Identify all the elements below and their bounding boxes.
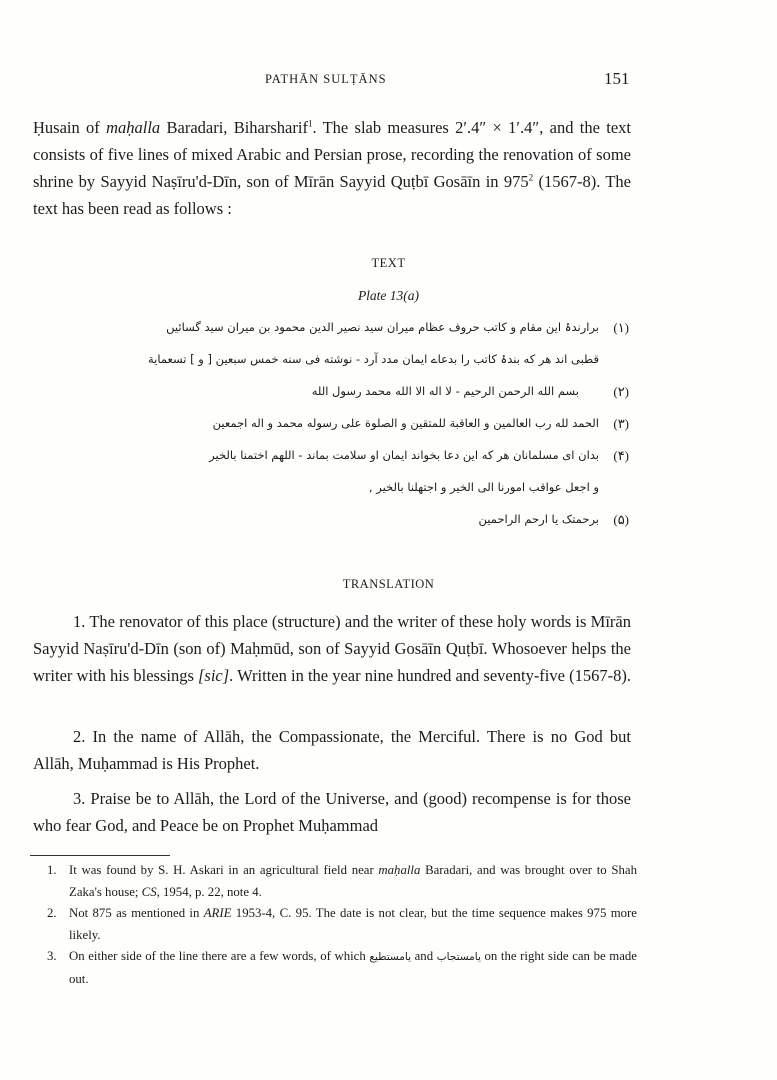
line-number: (۱)	[613, 320, 629, 335]
translation-paragraph-2: 2. In the name of Allāh, the Compassionate, the Merciful. There is no God but Allāh, Muḥammad is His Prophet.	[33, 727, 631, 773]
arabic-line: (۴) بدان ای مسلمانان هر که این دعا بخواند ایمان او سلامت بماند - اللهم اختمنا بالخیر	[209, 448, 629, 463]
translation-paragraph-3: 3. Praise be to Allāh, the Lord of the Universe, and (good) recompense is for those who fear God, and Peace be on Prophet Muḥammad	[33, 789, 631, 835]
translation-heading: TRANSLATION	[342, 577, 435, 591]
line-number: (۵)	[613, 512, 629, 527]
text-heading: TEXT	[371, 256, 406, 270]
arabic-line: قطبی اند هر که بندۂ کاتب را بدعاے ایمان مدد آرد - نوشته فی سنه خمس سبعین [ و ] تسعمایة	[147, 352, 599, 366]
arabic-line: و اجعل عواقب امورنا الی الخیر و اجتهلنا بالخیر ,	[368, 480, 599, 494]
footnote-2: 2. Not 875 as mentioned in ARIE 1953-4, C. 95. The date is not clear, but the time sequence makes 975 more likely.	[47, 906, 637, 942]
page-number: 151	[604, 69, 630, 88]
footnote-3: 3. On either side of the line there are a few words, of which یامستطیع and یامستجاب on the right side can be made out.	[47, 949, 637, 986]
translation-paragraph-1: 1. The renovator of this place (structure) and the writer of these holy words is Mīrān Sayyid Naṣīru'd-Dīn (son of) Maḥmūd, son of Sayyid Gosāīn Quṭbī. Whosoever helps the writer with his blessings [sic]. Written in the year nine hundred and seventy-five (1567-8).	[33, 612, 631, 685]
arabic-line: (۱) برارندۂ این مقام و کاتب حروف عظام میران سید نصیر الدین محمود بن میران سید گسائیں	[166, 320, 629, 335]
intro-paragraph: Ḥusain of maḥalla Baradari, Biharsharif$^1$. The slab measures 2′.4″ × 1′.4″, and the text consists of five lines of mixed Arabic and Persian prose, recording the renovation of some shrine by Sayyid Naṣīru'd-Dīn, son of Mīrān Sayyid Quṭbī Gosāīn in $975^2$ (1567-8). The text has been read as follows :	[33, 118, 631, 218]
line-number: (۲)	[613, 384, 629, 399]
arabic-line: (۳) الحمد لله رب العالمین و العاقبة للمتقین و الصلوة علی رسوله محمد و اله اجمعین	[212, 416, 629, 431]
arabic-text-block	[35, 316, 629, 540]
running-title: PATHĀN SULṬĀNS	[265, 72, 387, 86]
arabic-line: (۲) بسم الله الرحمن الرحیم - لا اله الا الله محمد رسول الله	[311, 384, 629, 399]
footnote-1: 1. It was found by S. H. Askari in an agricultural field near maḥalla Baradari, and was brought over to Shah Zaka's house; CS, 1954, p. 22, note 4.	[47, 863, 637, 899]
arabic-line: (۵) برحمتک یا ارحم الراحمین	[478, 512, 629, 527]
footnote-divider	[30, 855, 170, 856]
line-number: (۴)	[613, 448, 629, 463]
plate-caption: Plate 13(a)	[357, 288, 420, 303]
footnote-ref-2[interactable]: 2	[528, 172, 534, 183]
footnotes	[47, 860, 637, 990]
line-number: (۳)	[613, 416, 629, 431]
footnote-ref-1[interactable]: 1	[307, 118, 313, 129]
